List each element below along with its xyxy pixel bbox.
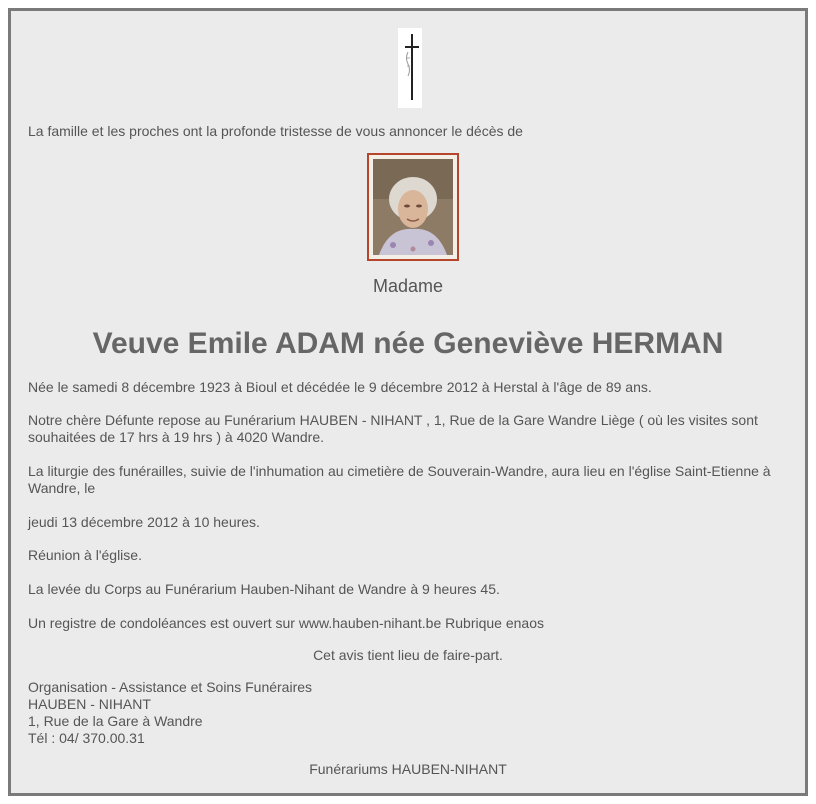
organisation-line: 1, Rue de la Gare à Wandre <box>28 713 203 729</box>
organisation-phone: Tél : 04/ 370.00.31 <box>28 730 145 746</box>
cross-icon <box>398 28 422 108</box>
liturgy-text: La liturgie des funérailles, suivie de l'inhumation au cimetière de Souverain-Wandre, aura lieu en l'église Saint-Etienne à Wandre, le <box>28 463 771 496</box>
organisation-line: Organisation - Assistance et Soins Funéraires <box>28 679 313 695</box>
notice-text: Cet avis tient lieu de faire-part. <box>313 647 503 663</box>
organisation-line: HAUBEN - NIHANT <box>28 696 151 712</box>
funeral-date: jeudi 13 décembre 2012 à 10 heures. <box>28 514 260 530</box>
birth-death-text: Née le samedi 8 décembre 1923 à Bioul et décédée le 9 décembre 2012 à Herstal à l'âge de 89 ans. <box>28 379 652 395</box>
removal-text: La levée du Corps au Funérarium Hauben-Nihant de Wandre à 9 heures 45. <box>28 581 500 597</box>
honorific: Madame <box>372 276 444 296</box>
meeting-text: Réunion à l'église. <box>28 547 142 563</box>
deceased-name: Veuve Emile ADAM née Geneviève HERMAN <box>92 327 724 360</box>
obituary-notice <box>8 8 808 796</box>
intro-text: La famille et les proches ont la profonde tristesse de vous annoncer le décès de <box>28 123 523 139</box>
rests-text: Notre chère Défunte repose au Funérarium HAUBEN - NIHANT , 1, Rue de la Gare Wandre Liège ( où les visites sont souhaitées de 17 hrs à 19 hrs ) à 4020 Wandre. <box>28 412 758 445</box>
footer-text: Funérariums HAUBEN-NIHANT <box>309 761 507 777</box>
portrait-photo <box>367 153 459 261</box>
register-text: Un registre de condoléances est ouvert sur www.hauben-nihant.be Rubrique enaos <box>28 615 544 631</box>
